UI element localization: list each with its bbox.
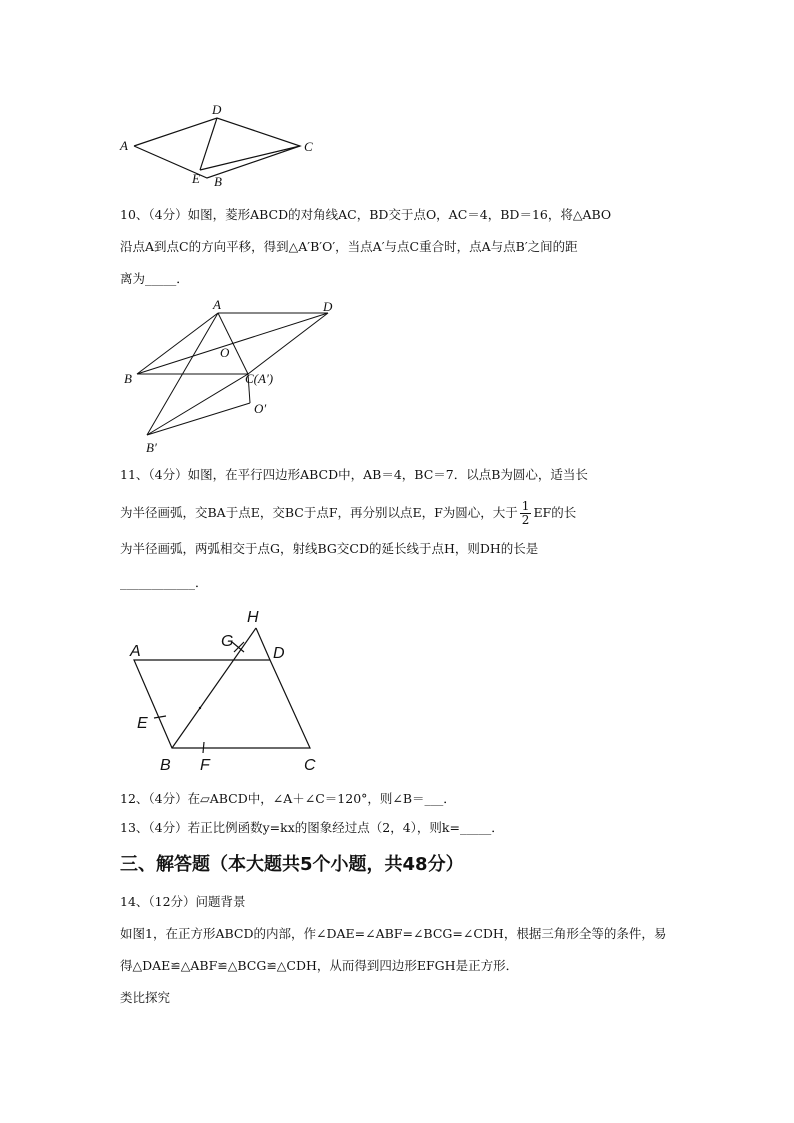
q10-line3: 离为_____．: [120, 271, 189, 286]
rhombus-figure: [110, 100, 330, 195]
q10-line1: 10、（4分）如图，菱形ABCD的对角线AC，BD交于点O，AC＝4，BD＝16，将△ABO: [120, 207, 612, 222]
q13-text: 13、（4分）若正比例函数y=kx的图象经过点（2，4），则k=_____．: [120, 820, 504, 835]
q11-line2-end: EF的长: [533, 505, 577, 520]
seg-ab: [137, 313, 218, 374]
label-b: B: [214, 174, 222, 189]
label-g: G: [221, 633, 234, 650]
seg-cb2: [147, 374, 248, 435]
label-c: C: [304, 139, 313, 154]
label-h: H: [247, 609, 259, 626]
q11-line4: ____________．: [120, 575, 208, 590]
arc-mark-f: [203, 742, 204, 753]
q11-line1: 11、（4分）如图，在平行四边形ABCD中，AB＝4，BC＝7．以点B为圆心，适当长: [120, 467, 588, 482]
q12-text: 12、（4分）在▱ABCD中，∠A＋∠C＝120°，则∠B＝___．: [120, 791, 456, 806]
arc-mark-e: [154, 716, 166, 718]
label-a: A: [120, 138, 128, 153]
parallelogram-outline: [134, 660, 310, 748]
label-f: F: [200, 757, 210, 774]
parallelogram-figure: [120, 600, 340, 780]
q14-line2: 得△DAE≌△ABF≌△BCG≌△CDH，从而得到四边形EFGH是正方形．: [120, 958, 519, 973]
label-a: A: [130, 643, 141, 660]
label-e: E: [192, 171, 200, 186]
label-d: D: [273, 645, 285, 662]
label-c: C: [304, 757, 316, 774]
label-o-prime: O′: [254, 401, 267, 416]
rhombus-outline: [134, 118, 300, 178]
rhombus-segment-de: [200, 118, 217, 170]
q14-header: 14、（12分）问题背景: [120, 894, 246, 909]
fraction-numerator: 1: [521, 499, 530, 513]
label-b-prime: B′: [146, 440, 157, 455]
translation-figure: [115, 295, 355, 460]
extension-dh: [256, 628, 270, 660]
point-dot: [199, 707, 201, 709]
rhombus-segment-ec: [200, 146, 300, 170]
fraction-half: [520, 500, 532, 527]
q11-line2: [120, 500, 576, 527]
q10-line2: 沿点A到点C的方向平移，得到△A′B′O′，当点A′与点C重合时，点A与点B′之间的距: [120, 239, 578, 254]
q11-line3: 为半径画弧，两弧相交于点G，射线BG交CD的延长线于点H，则DH的长是: [120, 541, 539, 556]
label-b: B: [124, 371, 132, 386]
section-title: 三、解答题（本大题共5个小题，共48分）: [120, 854, 464, 875]
q11-line2-start: 为半径画弧，交BA于点E，交BC于点F，再分别以点E，F为圆心，大于: [120, 505, 518, 520]
label-d: D: [323, 299, 333, 314]
seg-cd: [248, 313, 328, 374]
q14-line1: 如图1，在正方形ABCD的内部，作∠DAE=∠ABF=∠BCG=∠CDH，根据三角形全等的条件，易: [120, 926, 667, 941]
ray-bg: [172, 628, 256, 748]
label-o: O: [220, 345, 230, 360]
label-b: B: [160, 757, 171, 774]
label-c: C(A′): [245, 371, 274, 386]
seg-ac: [218, 313, 248, 374]
fraction-denominator: 2: [521, 513, 530, 527]
label-d: D: [212, 102, 222, 117]
q14-line3: 类比探究: [120, 990, 171, 1005]
label-a: A: [213, 297, 221, 312]
label-e: E: [137, 715, 148, 732]
